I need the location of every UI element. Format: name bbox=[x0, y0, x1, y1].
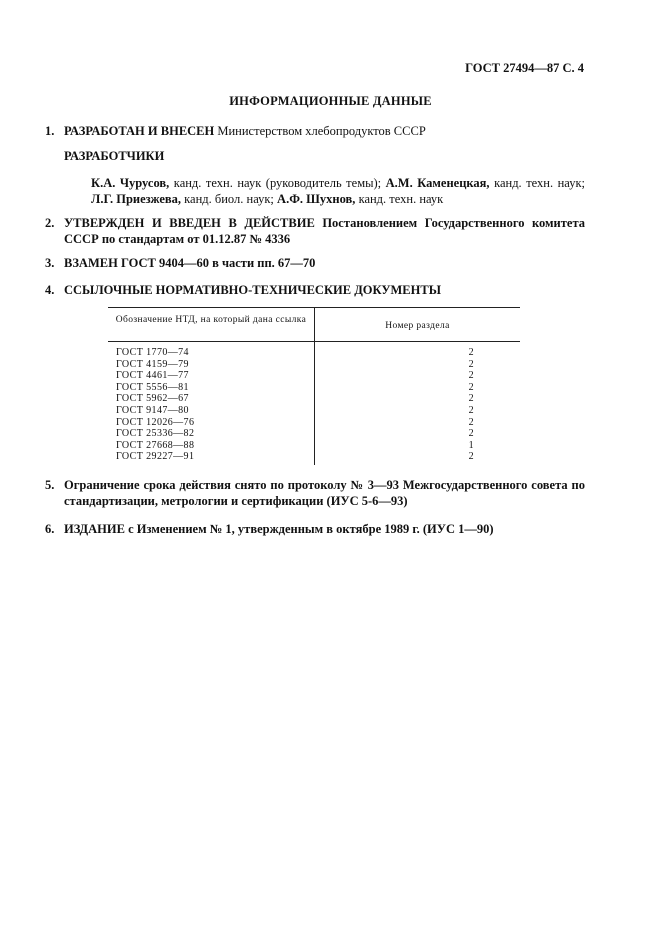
table-cell-section: 2 bbox=[468, 451, 474, 463]
developer-1-desc: канд. техн. наук (руководитель темы); bbox=[169, 176, 386, 190]
item-4-text: ССЫЛОЧНЫЕ НОРМАТИВНО-ТЕХНИЧЕСКИЕ ДОКУМЕНТЫ bbox=[64, 283, 441, 297]
developer-3-desc: канд. биол. наук; bbox=[181, 192, 278, 206]
developers-list bbox=[91, 175, 585, 207]
table-cell-designation: ГОСТ 5556—81 bbox=[116, 381, 189, 393]
item-5-text: Ограничение срока действия снято по протоколу № 3—93 Межгосударственного совета по стандартизации, метрологии и сертификации (ИУС 5-6—93) bbox=[64, 478, 585, 508]
item-4-number: 4. bbox=[45, 283, 55, 297]
item-2-bold: УТВЕРЖДЕН И ВВЕДЕН В ДЕЙСТВИЕ bbox=[64, 216, 315, 230]
item-5-number: 5. bbox=[45, 478, 55, 492]
item-5 bbox=[45, 477, 585, 509]
developer-4-name: А.Ф. Шухнов, bbox=[277, 192, 356, 206]
table-cell-designation: ГОСТ 4461—77 bbox=[116, 370, 189, 382]
item-2-text: Постановлением Государственного комитета СССР по стандартам от 01.12.87 № 4336 bbox=[64, 216, 585, 246]
table-cell-section: 2 bbox=[468, 404, 474, 416]
table-cell-section: 2 bbox=[468, 358, 474, 370]
developer-3-name: Л.Г. Приезжева, bbox=[91, 192, 182, 206]
table-header-designation: Обозначение НТД, на который дана ссылка bbox=[115, 315, 307, 325]
developer-1-name: К.А. Чурусов, bbox=[91, 176, 170, 190]
table-cell-section: 2 bbox=[468, 347, 474, 358]
table-row bbox=[108, 347, 520, 359]
table-cell-designation: ГОСТ 12026—76 bbox=[116, 416, 195, 428]
table-header-section: Номер раздела bbox=[385, 321, 450, 331]
table-cell-designation: ГОСТ 5962—67 bbox=[116, 393, 189, 405]
table-cell-designation: ГОСТ 25336—82 bbox=[116, 428, 195, 440]
developers-heading: РАЗРАБОТЧИКИ bbox=[64, 149, 165, 163]
table-row bbox=[108, 393, 520, 405]
item-1-text: Министерством хлебопродуктов СССР bbox=[214, 124, 426, 138]
item-6 bbox=[45, 521, 585, 537]
item-6-number: 6. bbox=[45, 522, 55, 536]
table-cell-designation: ГОСТ 1770—74 bbox=[116, 347, 189, 358]
item-1-number: 1. bbox=[45, 124, 55, 138]
table-cell-section: 2 bbox=[468, 381, 474, 393]
table-row bbox=[108, 451, 520, 463]
table-row bbox=[108, 417, 520, 429]
item-3 bbox=[45, 255, 585, 271]
table-row bbox=[108, 382, 520, 394]
table-cell-section: 2 bbox=[468, 416, 474, 428]
table-cell-section: 2 bbox=[468, 370, 474, 382]
table-row bbox=[108, 405, 520, 417]
table-row bbox=[108, 370, 520, 382]
developer-2-desc: канд. техн. наук; bbox=[489, 176, 586, 190]
item-2-number: 2. bbox=[45, 216, 55, 230]
table-cell-section: 2 bbox=[468, 428, 474, 440]
table-header-rule bbox=[108, 341, 520, 342]
page-title: ИНФОРМАЦИОННЫЕ ДАННЫЕ bbox=[229, 94, 432, 108]
table-cell-section: 2 bbox=[468, 393, 474, 405]
item-6-text: ИЗДАНИЕ с Изменением № 1, утвержденным в октябре 1989 г. (ИУС 1—90) bbox=[64, 522, 494, 536]
developer-4-desc: канд. техн. наук bbox=[355, 192, 444, 206]
item-1-bold: РАЗРАБОТАН И ВНЕСЕН bbox=[64, 124, 215, 138]
table-row bbox=[108, 440, 520, 452]
item-4 bbox=[45, 282, 585, 298]
table-body bbox=[108, 347, 520, 463]
item-3-number: 3. bbox=[45, 256, 55, 270]
table-cell-designation: ГОСТ 27668—88 bbox=[116, 439, 195, 451]
table-cell-section: 1 bbox=[468, 439, 474, 451]
item-1 bbox=[45, 123, 585, 139]
item-3-text: ВЗАМЕН ГОСТ 9404—60 в части пп. 67—70 bbox=[64, 256, 316, 270]
table-row bbox=[108, 428, 520, 440]
table-cell-designation: ГОСТ 29227—91 bbox=[116, 451, 195, 463]
item-2 bbox=[45, 215, 585, 247]
developer-2-name: А.М. Каменецкая, bbox=[385, 176, 490, 190]
table-cell-designation: ГОСТ 9147—80 bbox=[116, 404, 189, 416]
page-header-code: ГОСТ 27494—87 С. 4 bbox=[465, 61, 584, 75]
table-cell-designation: ГОСТ 4159—79 bbox=[116, 358, 189, 370]
table-row bbox=[108, 359, 520, 371]
